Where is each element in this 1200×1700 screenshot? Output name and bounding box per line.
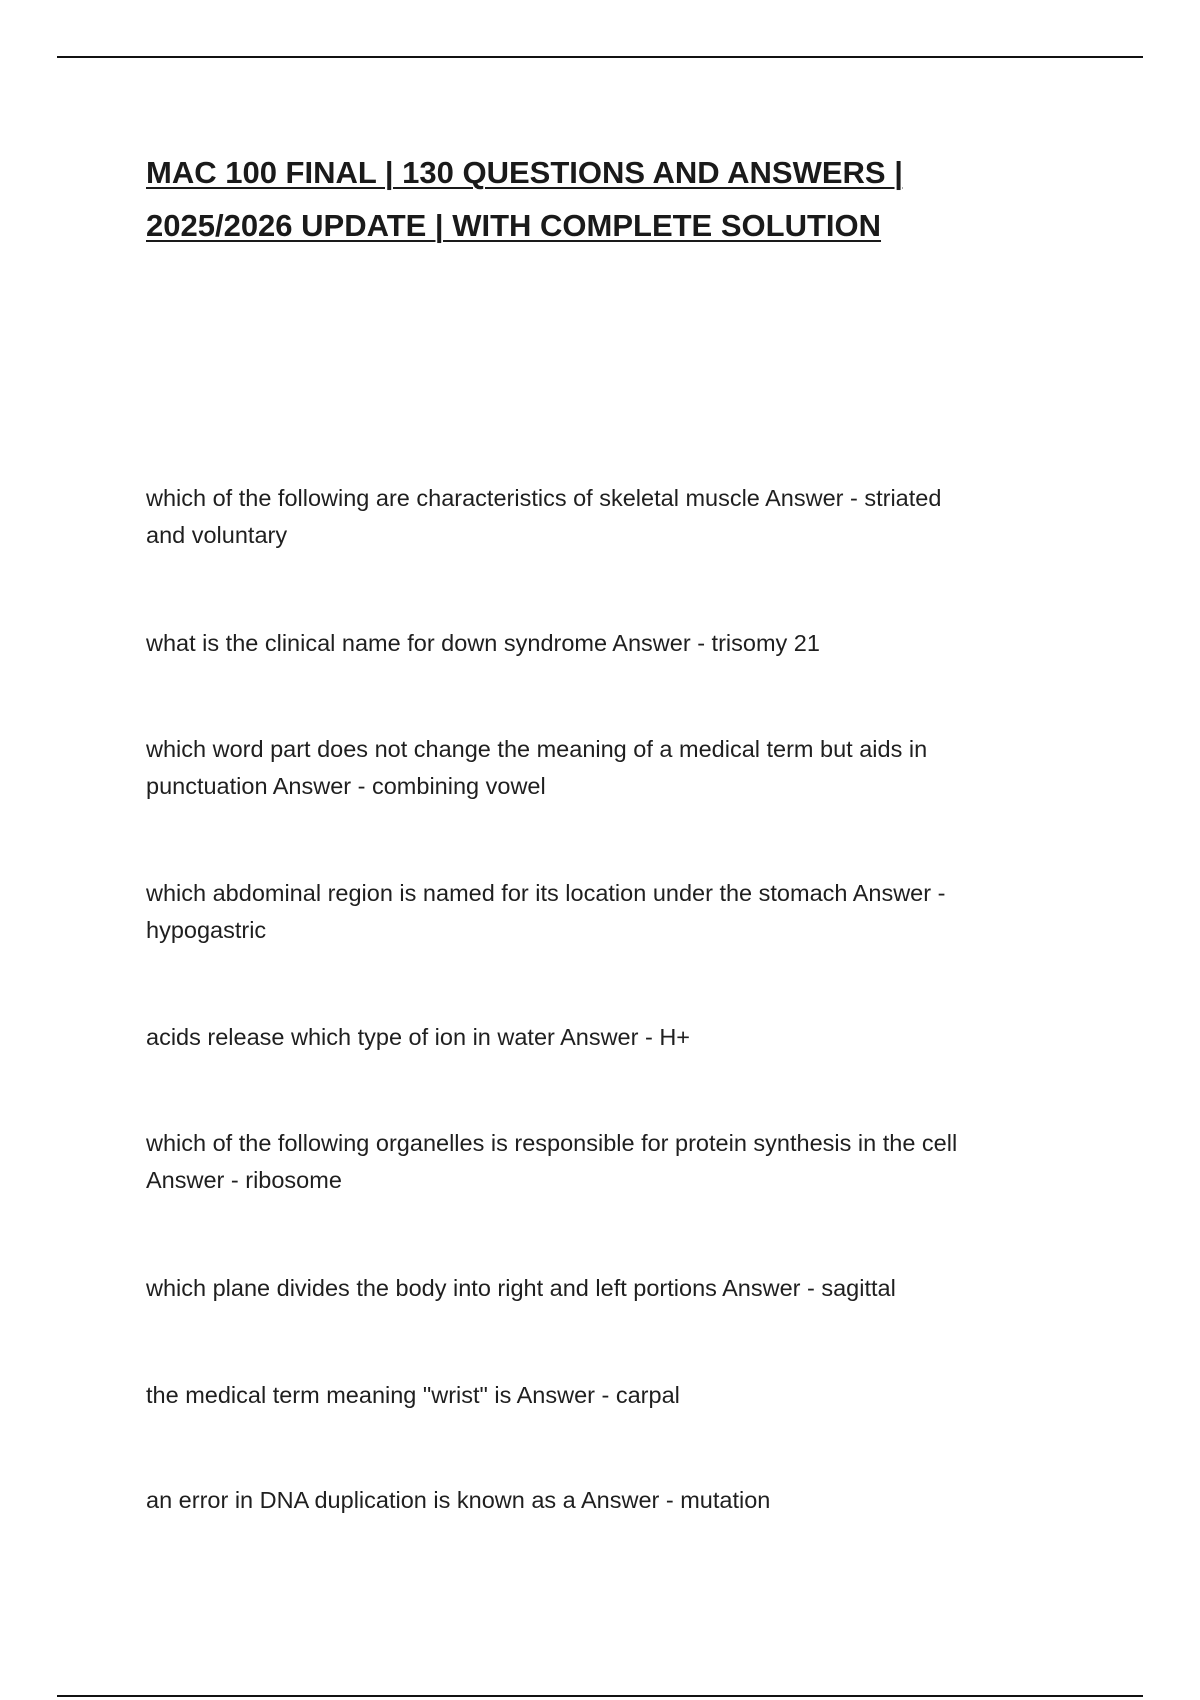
bottom-rule (57, 1695, 1143, 1697)
qa-item-5 (146, 1019, 1076, 1056)
qa-item-8 (146, 1377, 1076, 1414)
qa-item-7-line-1: which plane divides the body into right and left portions Answer - sagittal (146, 1275, 896, 1301)
qa-item-5-line-1: acids release which type of ion in water Answer - H+ (146, 1024, 691, 1050)
document-title (146, 146, 1046, 252)
qa-item-9 (146, 1482, 1076, 1519)
title-line-2: 2025/2026 UPDATE | WITH COMPLETE SOLUTION (146, 208, 882, 243)
qa-item-2-line-1: what is the clinical name for down syndrome Answer - trisomy 21 (146, 630, 820, 656)
top-rule (57, 56, 1143, 58)
qa-item-8-line-1: the medical term meaning "wrist" is Answer - carpal (146, 1382, 680, 1408)
qa-item-6-line-2: Answer - ribosome (146, 1167, 342, 1193)
qa-item-1 (146, 480, 1076, 554)
qa-item-1-line-2: and voluntary (146, 522, 288, 548)
qa-item-6 (146, 1125, 1076, 1199)
qa-item-3-line-2: punctuation Answer - combining vowel (146, 773, 546, 799)
title-line-1: MAC 100 FINAL | 130 QUESTIONS AND ANSWERS | (146, 155, 903, 190)
qa-item-9-line-1: an error in DNA duplication is known as a Answer - mutation (146, 1487, 771, 1513)
qa-item-4 (146, 875, 1076, 949)
qa-item-4-line-2: hypogastric (146, 917, 267, 943)
qa-item-3 (146, 731, 1076, 805)
qa-item-4-line-1: which abdominal region is named for its location under the stomach Answer - (146, 880, 946, 906)
qa-item-6-line-1: which of the following organelles is responsible for protein synthesis in the cell (146, 1130, 958, 1156)
qa-item-7 (146, 1270, 1076, 1307)
qa-item-3-line-1: which word part does not change the meaning of a medical term but aids in (146, 736, 928, 762)
qa-item-1-line-1: which of the following are characteristics of skeletal muscle Answer - striated (146, 485, 942, 511)
qa-item-2 (146, 625, 1076, 662)
